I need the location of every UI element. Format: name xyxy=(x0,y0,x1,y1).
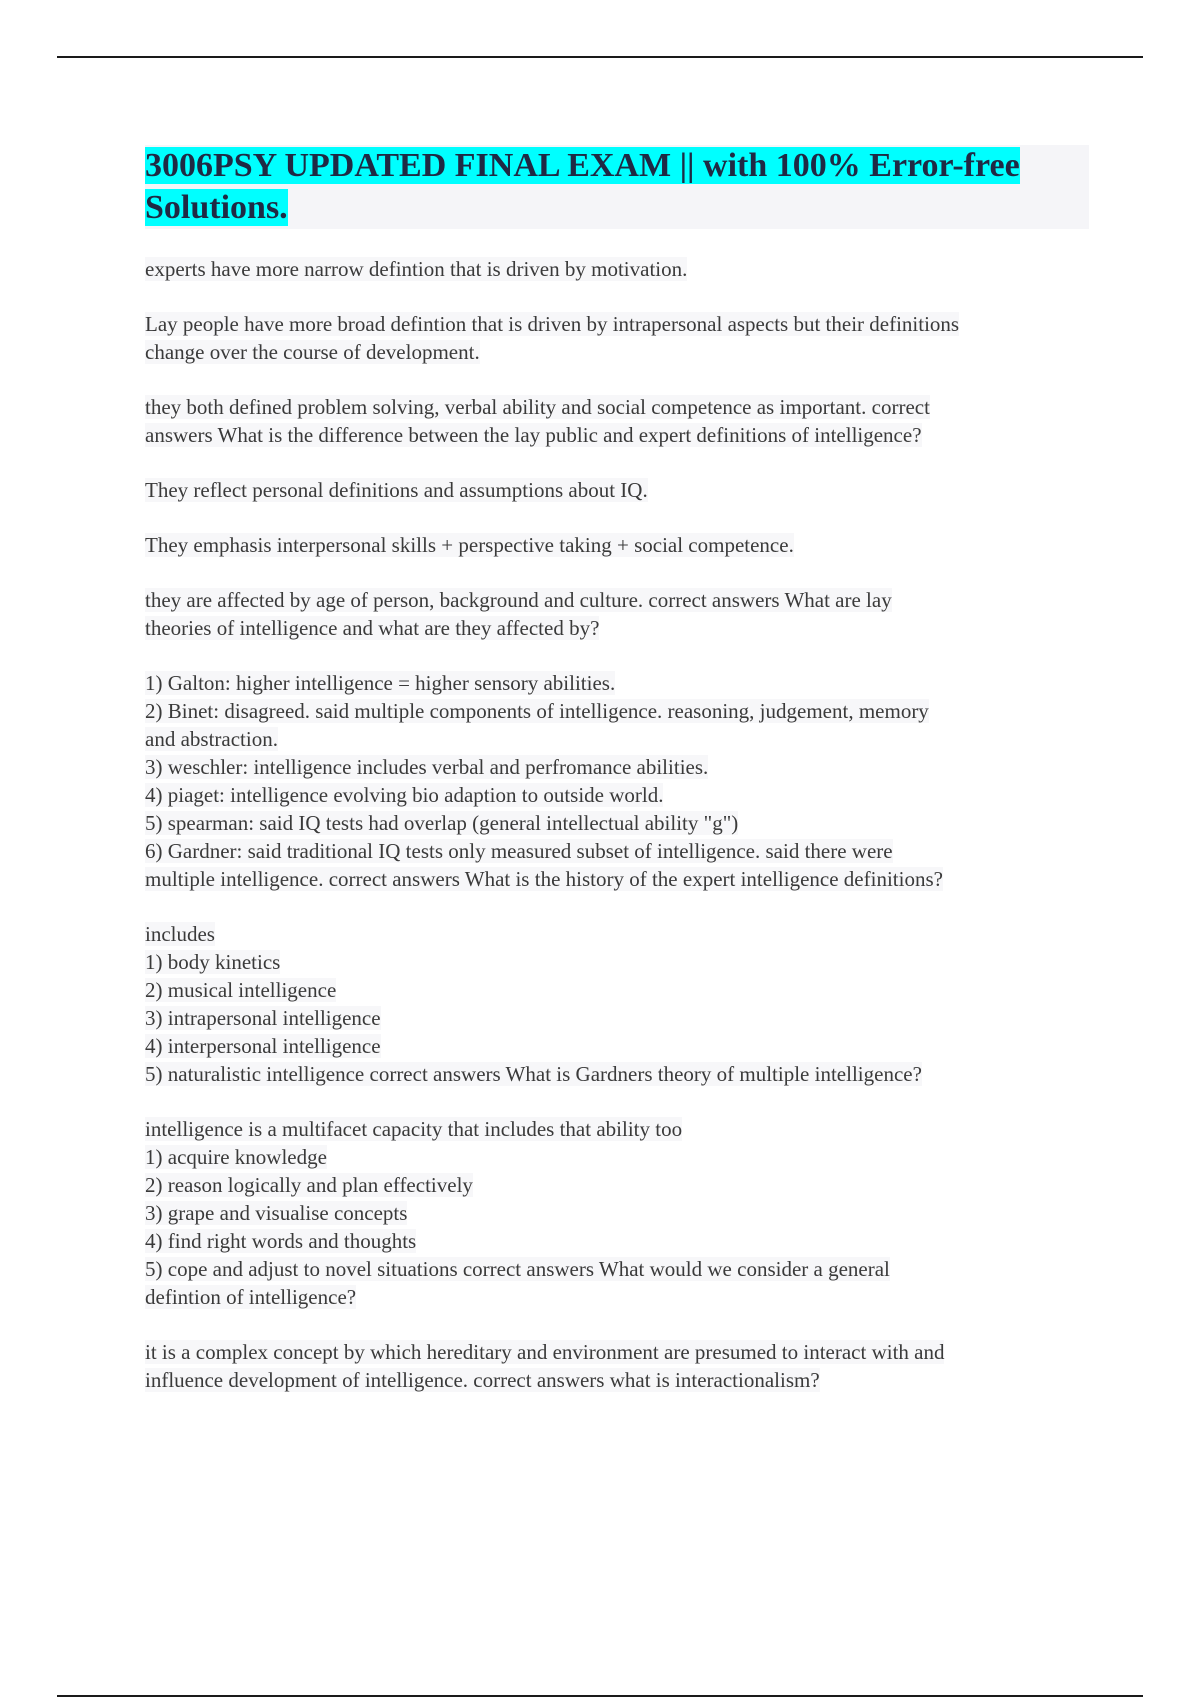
text-line-content: 3) grape and visualise concepts xyxy=(145,1201,408,1225)
top-rule xyxy=(57,56,1143,58)
paragraph xyxy=(145,310,1089,366)
text-line-content: multiple intelligence. correct answers What is the history of the expert intelligence definitions? xyxy=(145,867,943,891)
title-line-2: Solutions. xyxy=(145,189,288,226)
title-block xyxy=(145,145,1089,229)
text-line xyxy=(145,976,1089,1004)
text-line xyxy=(145,338,1089,366)
text-line-content: influence development of intelligence. correct answers what is interactionalism? xyxy=(145,1368,820,1392)
text-line xyxy=(145,586,1089,614)
text-line xyxy=(145,781,1089,809)
text-line-content: 1) body kinetics xyxy=(145,950,281,974)
text-line-content: experts have more narrow defintion that is driven by motivation. xyxy=(145,257,688,281)
paragraph xyxy=(145,1115,1089,1311)
text-line xyxy=(145,697,1089,725)
paragraph xyxy=(145,393,1089,449)
text-line xyxy=(145,725,1089,753)
text-line-content: 5) cope and adjust to novel situations correct answers What would we consider a general xyxy=(145,1257,890,1281)
paragraph xyxy=(145,476,1089,504)
text-line xyxy=(145,614,1089,642)
text-line-content: it is a complex concept by which hereditary and environment are presumed to interact with and xyxy=(145,1340,945,1364)
paragraph xyxy=(145,531,1089,559)
text-line xyxy=(145,1171,1089,1199)
text-line-content: 1) acquire knowledge xyxy=(145,1145,327,1169)
text-line xyxy=(145,837,1089,865)
text-line xyxy=(145,865,1089,893)
text-line xyxy=(145,753,1089,781)
text-line-content: Lay people have more broad defintion that is driven by intrapersonal aspects but their definitions xyxy=(145,312,960,336)
text-line-content: they are affected by age of person, background and culture. correct answers What are lay xyxy=(145,588,892,612)
text-line xyxy=(145,421,1089,449)
paragraph xyxy=(145,1338,1089,1394)
text-line xyxy=(145,920,1089,948)
text-line xyxy=(145,1227,1089,1255)
text-line-content: and abstraction. xyxy=(145,727,278,751)
paragraph xyxy=(145,586,1089,642)
text-line-content: 4) find right words and thoughts xyxy=(145,1229,417,1253)
text-line-content: They emphasis interpersonal skills + perspective taking + social competence. xyxy=(145,533,794,557)
text-line xyxy=(145,1199,1089,1227)
text-line-content: 1) Galton: higher intelligence = higher sensory abilities. xyxy=(145,671,616,695)
text-line xyxy=(145,809,1089,837)
text-line xyxy=(145,1255,1089,1283)
text-line xyxy=(145,948,1089,976)
bottom-rule xyxy=(57,1695,1143,1697)
text-line-content: 3) weschler: intelligence includes verbal and perfromance abilities. xyxy=(145,755,709,779)
text-line xyxy=(145,1366,1089,1394)
text-line-content: 2) musical intelligence xyxy=(145,978,337,1002)
text-line xyxy=(145,393,1089,421)
text-line-content: change over the course of development. xyxy=(145,340,480,364)
text-line-content: 5) spearman: said IQ tests had overlap (general intellectual ability "g") xyxy=(145,811,739,835)
text-line-content: 3) intrapersonal intelligence xyxy=(145,1006,381,1030)
paragraph xyxy=(145,255,1089,283)
text-line xyxy=(145,310,1089,338)
text-line-content: They reflect personal definitions and assumptions about IQ. xyxy=(145,478,648,502)
text-line xyxy=(145,1115,1089,1143)
text-line-content: 6) Gardner: said traditional IQ tests only measured subset of intelligence. said there were xyxy=(145,839,893,863)
text-line-content: 5) naturalistic intelligence correct answers What is Gardners theory of multiple intelligence? xyxy=(145,1062,922,1086)
text-line-content: 2) Binet: disagreed. said multiple components of intelligence. reasoning, judgement, memory xyxy=(145,699,929,723)
text-line-content: answers What is the difference between the lay public and expert definitions of intelligence? xyxy=(145,423,922,447)
text-line-content: includes xyxy=(145,922,215,946)
text-line-content: 4) interpersonal intelligence xyxy=(145,1034,381,1058)
text-line-content: theories of intelligence and what are they affected by? xyxy=(145,616,600,640)
text-line xyxy=(145,669,1089,697)
text-line-content: defintion of intelligence? xyxy=(145,1285,357,1309)
text-line xyxy=(145,1283,1089,1311)
paragraph xyxy=(145,920,1089,1088)
text-line xyxy=(145,476,1089,504)
document-body xyxy=(145,145,1089,1421)
text-line xyxy=(145,1143,1089,1171)
paragraph xyxy=(145,669,1089,893)
paragraph-list xyxy=(145,255,1089,1394)
text-line-content: intelligence is a multifacet capacity that includes that ability too xyxy=(145,1117,683,1141)
title-line-1: 3006PSY UPDATED FINAL EXAM || with 100% Error-free xyxy=(145,147,1020,184)
document-title xyxy=(145,145,1089,229)
text-line xyxy=(145,1060,1089,1088)
text-line xyxy=(145,1338,1089,1366)
text-line-content: they both defined problem solving, verbal ability and social competence as important. correct xyxy=(145,395,930,419)
text-line xyxy=(145,1032,1089,1060)
text-line xyxy=(145,531,1089,559)
text-line-content: 2) reason logically and plan effectively xyxy=(145,1173,473,1197)
text-line-content: 4) piaget: intelligence evolving bio adaption to outside world. xyxy=(145,783,664,807)
text-line xyxy=(145,1004,1089,1032)
text-line xyxy=(145,255,1089,283)
